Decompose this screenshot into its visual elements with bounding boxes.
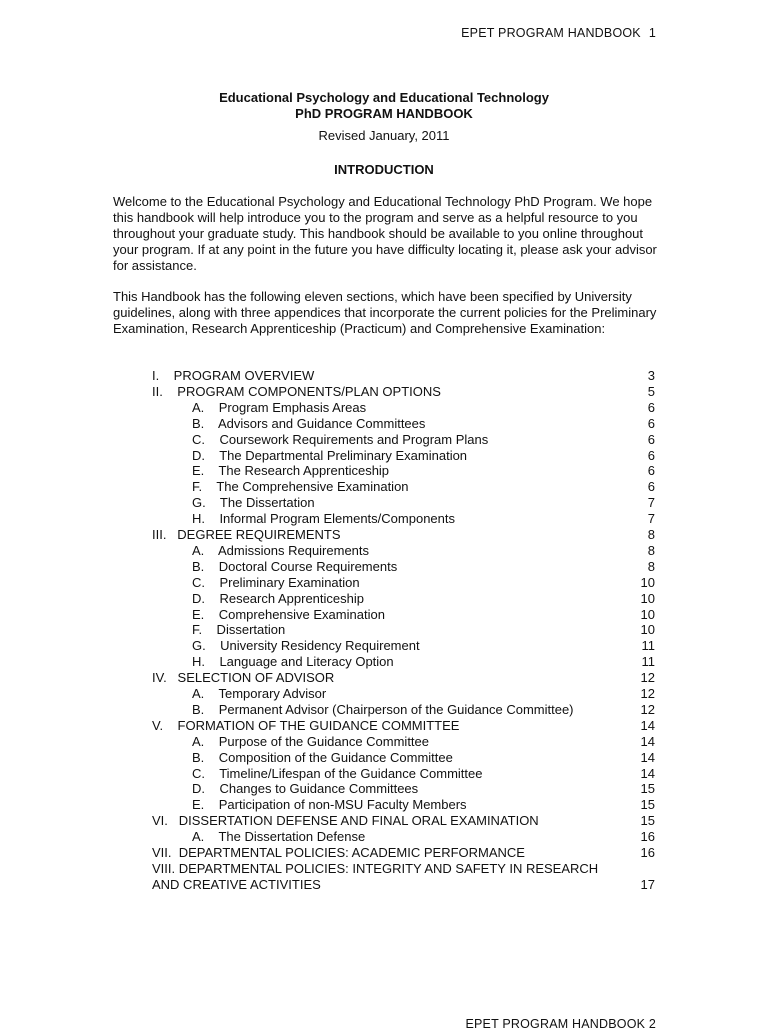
toc-entry-page: 6 bbox=[647, 447, 655, 463]
toc-entry-title: VI. DISSERTATION DEFENSE AND FINAL ORAL EXAMINATION bbox=[152, 813, 539, 829]
toc-entry-title: C. Preliminary Examination bbox=[192, 574, 360, 590]
toc-entry-page: 3 bbox=[647, 368, 655, 383]
toc-entry-title: VIII. DEPARTMENTAL POLICIES: INTEGRITY AND SAFETY IN RESEARCH bbox=[152, 860, 599, 876]
toc-entry bbox=[192, 448, 655, 464]
running-title: EPET PROGRAM HANDBOOK bbox=[461, 26, 641, 40]
toc-entry-title: A. Temporary Advisor bbox=[192, 686, 327, 701]
toc-entry bbox=[192, 479, 655, 495]
toc-entry bbox=[192, 495, 655, 511]
toc-entry-title: AND CREATIVE ACTIVITIES bbox=[152, 876, 321, 892]
toc-entry-title: V. FORMATION OF THE GUIDANCE COMMITTEE bbox=[152, 717, 460, 733]
toc-entry-page: 14 bbox=[640, 765, 655, 781]
revised-date: Revised January, 2011 bbox=[318, 128, 450, 143]
toc-entry-title: B. Advisors and Guidance Committees bbox=[192, 415, 426, 431]
toc-entry bbox=[152, 384, 655, 400]
toc-entry-page: 5 bbox=[647, 383, 655, 399]
toc-entry-title: F. The Comprehensive Examination bbox=[192, 479, 409, 495]
toc-entry-page: 6 bbox=[647, 431, 655, 447]
toc-entry bbox=[192, 797, 655, 813]
toc-entry-page: 12 bbox=[640, 686, 655, 701]
title-line-1: Educational Psychology and Educational Technology bbox=[219, 90, 549, 105]
toc-entry-page: 11 bbox=[641, 638, 655, 654]
toc-entry-page: 15 bbox=[640, 813, 655, 829]
toc-entry-page: 7 bbox=[647, 495, 655, 511]
toc-entry-page: 8 bbox=[647, 542, 655, 558]
toc-entry-page: 16 bbox=[640, 845, 655, 860]
toc-entry-page: 6 bbox=[647, 415, 655, 431]
toc-entry-title: D. Research Apprenticeship bbox=[192, 590, 364, 606]
toc-entry-page: 14 bbox=[640, 733, 655, 749]
toc-entry bbox=[192, 654, 655, 670]
toc-entry bbox=[192, 686, 655, 702]
toc-entry bbox=[192, 591, 655, 607]
toc-entry-title: E. The Research Apprenticeship bbox=[192, 463, 390, 479]
toc-entry bbox=[192, 559, 655, 575]
toc-entry-page: 10 bbox=[640, 574, 655, 590]
toc-entry-title: B. Doctoral Course Requirements bbox=[192, 558, 398, 574]
toc-entry bbox=[192, 511, 655, 527]
toc-entry bbox=[192, 543, 655, 559]
toc-entry-page: 15 bbox=[640, 781, 655, 797]
intro-paragraph-2: This Handbook has the following eleven sections, which have been specified by University guidelines, along with three appendices that incorporate the current policies for the Preliminary Examination, Research Apprenticeship (Practicum) and Comprehensive Examination: bbox=[113, 289, 657, 336]
toc-entry-page: 14 bbox=[640, 749, 655, 765]
toc-entry-title: A. Program Emphasis Areas bbox=[192, 399, 367, 415]
toc-entry bbox=[192, 734, 655, 750]
toc-entry bbox=[192, 575, 655, 591]
toc-entry bbox=[192, 638, 655, 654]
title-block bbox=[0, 90, 768, 178]
toc-entry bbox=[192, 416, 655, 432]
toc-entry-title: B. Composition of the Guidance Committee bbox=[192, 749, 453, 765]
toc-entry bbox=[152, 368, 655, 384]
toc-entry bbox=[192, 463, 655, 479]
toc-entry-page: 8 bbox=[647, 527, 655, 542]
intro-paragraph-1: Welcome to the Educational Psychology and Educational Technology PhD Program. We hope this handbook will help introduce you to the program and serve as a helpful resource to you throughout your graduate study. This handbook should be available to you online throughout your program. If at any point in the future you have difficulty locating it, please ask your advisor for assistance. bbox=[113, 194, 657, 273]
toc-entry-page: 8 bbox=[647, 558, 655, 574]
toc-entry bbox=[192, 766, 655, 782]
toc-entry-title: D. The Departmental Preliminary Examination bbox=[192, 447, 468, 463]
toc-entry-page: 12 bbox=[640, 670, 655, 686]
toc-entry-title: B. Permanent Advisor (Chairperson of the Guidance Committee) bbox=[192, 701, 574, 717]
toc-entry-page: 14 bbox=[640, 717, 655, 733]
toc-entry bbox=[192, 607, 655, 623]
toc-entry bbox=[152, 718, 655, 734]
toc-entry-title: H. Informal Program Elements/Components bbox=[192, 511, 455, 527]
toc-entry bbox=[152, 670, 655, 686]
toc-entry bbox=[192, 622, 655, 638]
toc-entry-title: III. DEGREE REQUIREMENTS bbox=[152, 527, 341, 542]
toc-entry-page: 16 bbox=[640, 829, 655, 845]
toc-entry bbox=[192, 432, 655, 448]
introduction-heading: INTRODUCTION bbox=[334, 162, 434, 177]
toc-entry bbox=[152, 813, 655, 829]
toc-entry bbox=[192, 702, 655, 718]
toc-entry-page: 12 bbox=[640, 701, 655, 717]
toc-entry-page: 6 bbox=[647, 479, 655, 495]
running-header bbox=[461, 26, 656, 40]
toc-entry bbox=[152, 845, 655, 861]
toc-entry-page: 6 bbox=[647, 399, 655, 415]
toc-entry-title: I. PROGRAM OVERVIEW bbox=[152, 368, 315, 383]
toc-entry-page: 10 bbox=[640, 606, 655, 622]
toc-entry-title: E. Participation of non-MSU Faculty Members bbox=[192, 797, 467, 813]
toc-entry bbox=[192, 781, 655, 797]
toc-entry-title: H. Language and Literacy Option bbox=[192, 654, 394, 670]
toc-entry bbox=[152, 861, 655, 877]
toc-entry-page: 10 bbox=[640, 590, 655, 606]
title-line-2: PhD PROGRAM HANDBOOK bbox=[295, 106, 473, 121]
toc-entry-page: 7 bbox=[647, 511, 655, 527]
toc-entry-title: G. University Residency Requirement bbox=[192, 638, 420, 654]
toc-entry bbox=[152, 527, 655, 543]
toc-entry bbox=[192, 829, 655, 845]
toc-entry-title: A. The Dissertation Defense bbox=[192, 829, 366, 845]
toc-entry-title: II. PROGRAM COMPONENTS/PLAN OPTIONS bbox=[152, 383, 441, 399]
toc-entry-page: 17 bbox=[640, 876, 655, 892]
toc-entry-page: 10 bbox=[640, 622, 655, 638]
toc-entry bbox=[152, 877, 655, 893]
toc-entry-title: D. Changes to Guidance Committees bbox=[192, 781, 419, 797]
toc-entry-title: VII. DEPARTMENTAL POLICIES: ACADEMIC PERFORMANCE bbox=[152, 845, 525, 860]
toc-entry-title: A. Purpose of the Guidance Committee bbox=[192, 733, 430, 749]
toc-entry-page: 11 bbox=[641, 654, 655, 670]
toc-entry-title: C. Timeline/Lifespan of the Guidance Committee bbox=[192, 765, 483, 781]
toc-entry-title: IV. SELECTION OF ADVISOR bbox=[152, 670, 335, 686]
toc-entry-title: A. Admissions Requirements bbox=[192, 542, 370, 558]
toc-entry-title: F. Dissertation bbox=[192, 622, 286, 638]
next-page-header-cut: EPET PROGRAM HANDBOOK 2 bbox=[465, 1017, 656, 1031]
toc-entry bbox=[192, 400, 655, 416]
toc-entry-title: G. The Dissertation bbox=[192, 495, 315, 511]
toc-entry bbox=[192, 750, 655, 766]
toc-entry-title: E. Comprehensive Examination bbox=[192, 606, 385, 622]
toc-entry-page: 15 bbox=[640, 797, 655, 813]
toc-entry-title: C. Coursework Requirements and Program Plans bbox=[192, 431, 489, 447]
header-page-number: 1 bbox=[648, 26, 656, 40]
toc-entry-page: 6 bbox=[647, 463, 655, 479]
